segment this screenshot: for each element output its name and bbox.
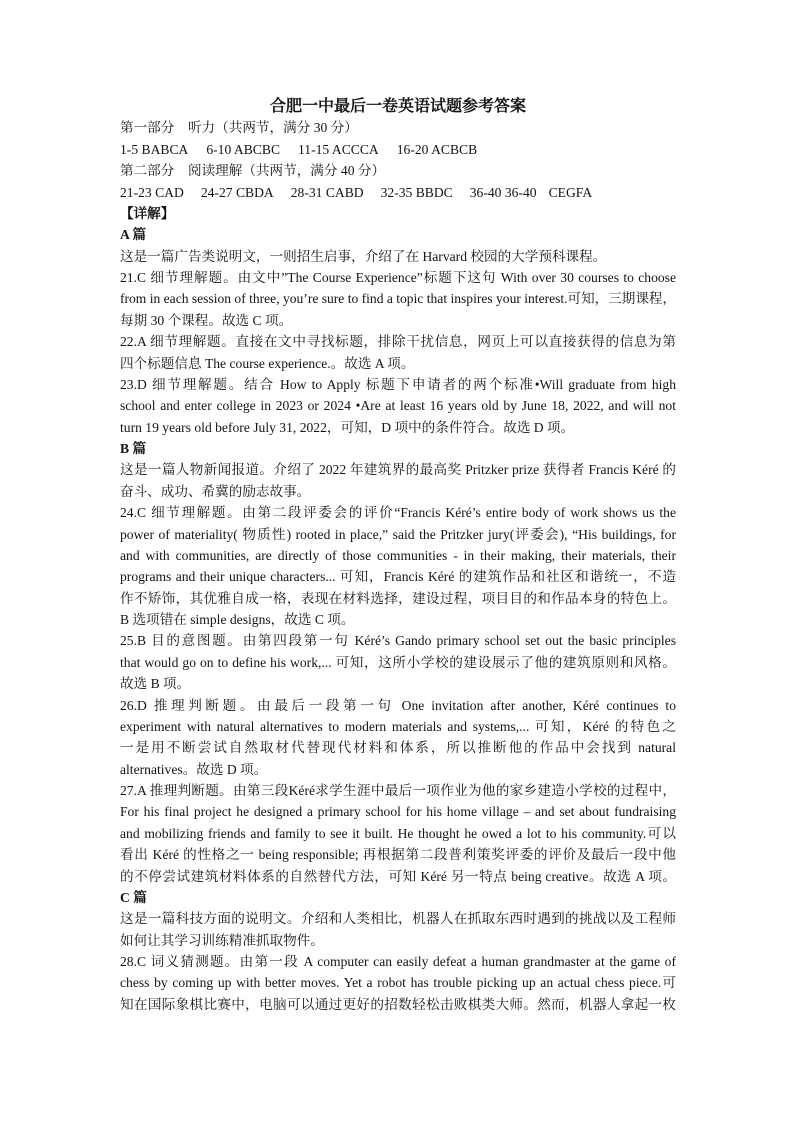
answer-key-page	[120, 96, 676, 1015]
answer-group: 21-23 CAD	[120, 184, 184, 200]
page-title: 合肥一中最后一卷英语试题参考答案	[269, 98, 526, 115]
q24-line: and with communities, are directly of those communities - in their making, their materials, their	[120, 547, 676, 563]
q23-line: turn 19 years old before July 31, 2022，可知，D 项中的条件符合。故选 D 项。	[120, 419, 575, 435]
answer-group: CEGFA	[548, 184, 593, 200]
q27-line: 看出 Kéré 的性格之一 being responsible; 再根据第二段普利策奖评委的评价及最后一段中他	[120, 847, 676, 863]
q23-line: 23.D 细节理解题。结合 How to Apply 标题下申请者的两个标准•Will graduate from high	[120, 376, 676, 392]
answer-group: 28-31 CABD	[290, 184, 364, 200]
part2-answers	[120, 182, 676, 203]
q27-line: 27.A 推理判断题。由第三段Kéré求学生涯中最后一项作业为他的家乡建造小学校的过程中，	[120, 783, 676, 798]
passage-b-intro-line: 奋斗、成功、希冀的励志故事。	[120, 483, 311, 499]
q28-line: 28.C 词义猜测题。由第一段 A computer can easily defeat a human grandmaster at the game of	[120, 954, 676, 969]
part1-heading: 第一部分 听力（共两节，满分 30 分）	[120, 120, 358, 136]
q21-line: 21.C 细节理解题。由文中”The Course Experience”标题下这句 With over 30 courses to choose	[120, 270, 676, 285]
q25-line: 25.B 目的意图题。由第四段第一句 Kéré’s Gando primary school set out the basic principles	[120, 633, 676, 649]
details-label: 【详解】	[120, 205, 175, 221]
q24-line: power of materiality( 物质性) rooted in place,” said the Pritzker jury(评委会), “His buildings, for	[120, 526, 676, 542]
q21-line: from in each session of three, you’re sure to find a topic that inspires your interest.可知，三期课程，	[120, 291, 676, 307]
q22-line: 四个标题信息 The course experience.。故选 A 项。	[120, 355, 415, 371]
q21-line: 每期 30 个课程。故选 C 项。	[120, 312, 293, 328]
passage-a-intro-line: 这是一篇广告类说明文，一则招生启事，介绍了在 Harvard 校园的大学预科课程。	[120, 248, 607, 264]
q27-line: For his final project he designed a primary school for his home village – and set about fundraising	[120, 804, 676, 820]
answer-group: 6-10 ABCBC	[206, 141, 281, 157]
q26-line: 26.D 推理判断题。由最后一段第一句 One invitation after another, Kéré continues to	[120, 697, 676, 713]
q28-line: chess by coming up with better moves. Yet a robot has trouble picking up an actual chess piece.可	[120, 975, 676, 991]
q27-line: 的不停尝试建筑材料体系的自然替代方法，可知 Kéré 另一特点 being creative。故选 A 项。	[120, 868, 676, 884]
answer-group: 11-15 ACCCA	[298, 141, 379, 157]
q24-line: 24.C 细节理解题。由第二段评委会的评价“Francis Kéré’s entire body of work shows us the	[120, 505, 676, 521]
answer-group: 16-20 ACBCB	[396, 141, 478, 157]
passage-b-label: B 篇	[120, 441, 147, 456]
answer-group: 24-27 CBDA	[200, 184, 274, 200]
answer-group: 1-5 BABCA	[120, 141, 189, 157]
q25-line: 故选 B 项。	[120, 676, 191, 692]
answer-group: 36-40 36-40	[469, 184, 537, 200]
q25-line: that would go on to define his work,... 可知，这所小学校的建设展示了他的建筑原则和风格。	[120, 654, 676, 670]
part2-heading: 第二部分 阅读理解（共两节，满分 40 分）	[120, 163, 386, 179]
passage-c-label: C 篇	[120, 889, 147, 905]
answer-group: 32-35 BBDC	[380, 184, 453, 200]
q24-line: B 选项错在 simple designs，故选 C 项。	[120, 612, 355, 627]
q26-line: alternatives。故选 D 项。	[120, 761, 268, 777]
q23-line: school and enter college in 2023 or 2024 •Are at least 16 years old by June 18, 2022, and will not	[120, 398, 676, 414]
q27-line: and mobilizing friends and family to see it built. He thought he owed a lot to his community.可以	[120, 825, 676, 841]
q26-line: experiment with natural alternatives to modern materials and systems,... 可知，Kéré 的特色之	[120, 718, 676, 734]
passage-c-intro-line: 这是一篇科技方面的说明文。介绍和人类相比，机器人在抓取东西时遇到的挑战以及工程师	[120, 911, 676, 927]
q28-line: 知在国际象棋比赛中，电脑可以通过更好的招数轻松击败棋类大师。然而，机器人拿起一枚	[120, 996, 676, 1012]
passage-b-intro-line: 这是一篇人物新闻报道。介绍了 2022 年建筑界的最高奖 Pritzker prize 获得者 Francis Kéré 的	[120, 462, 676, 478]
passage-a-label: A 篇	[120, 227, 147, 243]
q26-line: 一是用不断尝试自然取材代替现代材料和体系，所以推断他的作品中会找到 natural	[120, 740, 676, 756]
q24-line: programs and their unique characters... 可知，Francis Kéré 的建筑作品和社区和谐统一，不造	[120, 569, 676, 585]
passage-c-intro-line: 如何让其学习训练精准抓取物件。	[120, 932, 324, 948]
q22-line: 22.A 细节理解题。直接在文中寻找标题，排除干扰信息，网页上可以直接获得的信息为第	[120, 334, 676, 350]
q24-line: 作不矫饰，其优雅自成一格，表现在材料选择，建设过程，项目目的和作品本身的特色上。	[120, 590, 676, 606]
part1-answers	[120, 139, 676, 160]
